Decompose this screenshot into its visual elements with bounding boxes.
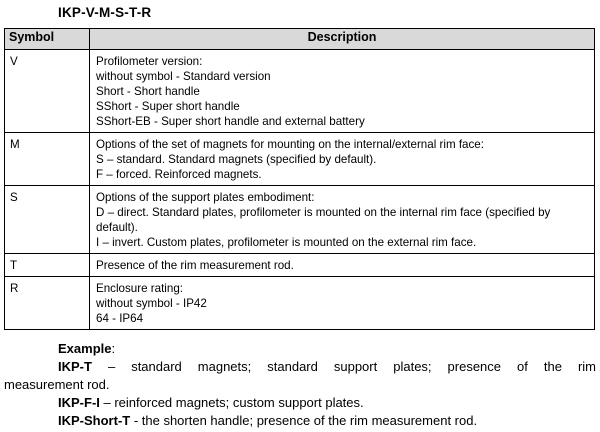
- designation-table: [4, 28, 595, 330]
- header-description: Description: [90, 29, 595, 50]
- table-row-m: [5, 133, 595, 186]
- symbol-cell: V: [5, 50, 90, 133]
- description-line: Profilometer version:: [96, 55, 203, 68]
- description-cell: [90, 277, 595, 330]
- example-heading: [4, 340, 596, 358]
- description-line: SShort - Super short handle: [96, 100, 240, 113]
- symbol-cell: M: [5, 133, 90, 186]
- example-text: – standard magnets; standard support plates; presence of the rim: [91, 359, 596, 374]
- description-line: Options of the set of magnets for mounting on the internal/external rim face:: [96, 138, 484, 151]
- symbol-cell: S: [5, 186, 90, 254]
- description-cell: [90, 50, 595, 133]
- example-item: [4, 394, 596, 412]
- description-line: Short - Short handle: [96, 85, 200, 98]
- example-section: [4, 340, 596, 430]
- symbol-cell: R: [5, 277, 90, 330]
- table-header-row: [5, 29, 595, 50]
- description-line: S – standard. Standard magnets (specified by default).: [96, 153, 377, 166]
- description-line: Enclosure rating:: [96, 282, 183, 295]
- description-line: without symbol - Standard version: [96, 70, 271, 83]
- example-code: IKP-Short-T: [58, 413, 131, 428]
- description-line: without symbol - IP42: [96, 297, 207, 310]
- example-heading-text: Example: [58, 341, 112, 356]
- table-row-t: [5, 254, 595, 277]
- description-cell: [90, 133, 595, 186]
- description-cell: [90, 254, 595, 277]
- description-line: SShort-EB - Super short handle and external battery: [96, 115, 365, 128]
- example-text: - the shorten handle; presence of the rim measurement rod.: [130, 413, 478, 428]
- example-item: [4, 358, 596, 376]
- description-cell: [90, 186, 595, 254]
- table-row-r: [5, 277, 595, 330]
- description-line: 64 - IP64: [96, 312, 144, 325]
- header-symbol: Symbol: [5, 29, 90, 50]
- description-line: I – invert. Custom plates, profilometer is mounted on the external rim face.: [96, 236, 477, 249]
- example-heading-colon: :: [111, 341, 116, 356]
- example-code: IKP-F-I: [58, 395, 100, 410]
- description-line: F – forced. Reinforced magnets.: [96, 168, 262, 181]
- symbol-cell: T: [5, 254, 90, 277]
- table-row-v: [5, 50, 595, 133]
- example-item-continuation: measurement rod.: [4, 377, 110, 392]
- document-title: IKP-V-M-S-T-R: [58, 5, 152, 20]
- example-text: – reinforced magnets; custom support plates.: [99, 395, 364, 410]
- example-item: [4, 412, 596, 430]
- description-line: Presence of the rim measurement rod.: [96, 259, 294, 272]
- description-line: Options of the support plates embodiment:: [96, 191, 315, 204]
- table-row-s: [5, 186, 595, 254]
- example-code: IKP-T: [58, 359, 92, 374]
- description-line: D – direct. Standard plates, profilometer is mounted on the internal rim face (specified by default).: [96, 206, 551, 234]
